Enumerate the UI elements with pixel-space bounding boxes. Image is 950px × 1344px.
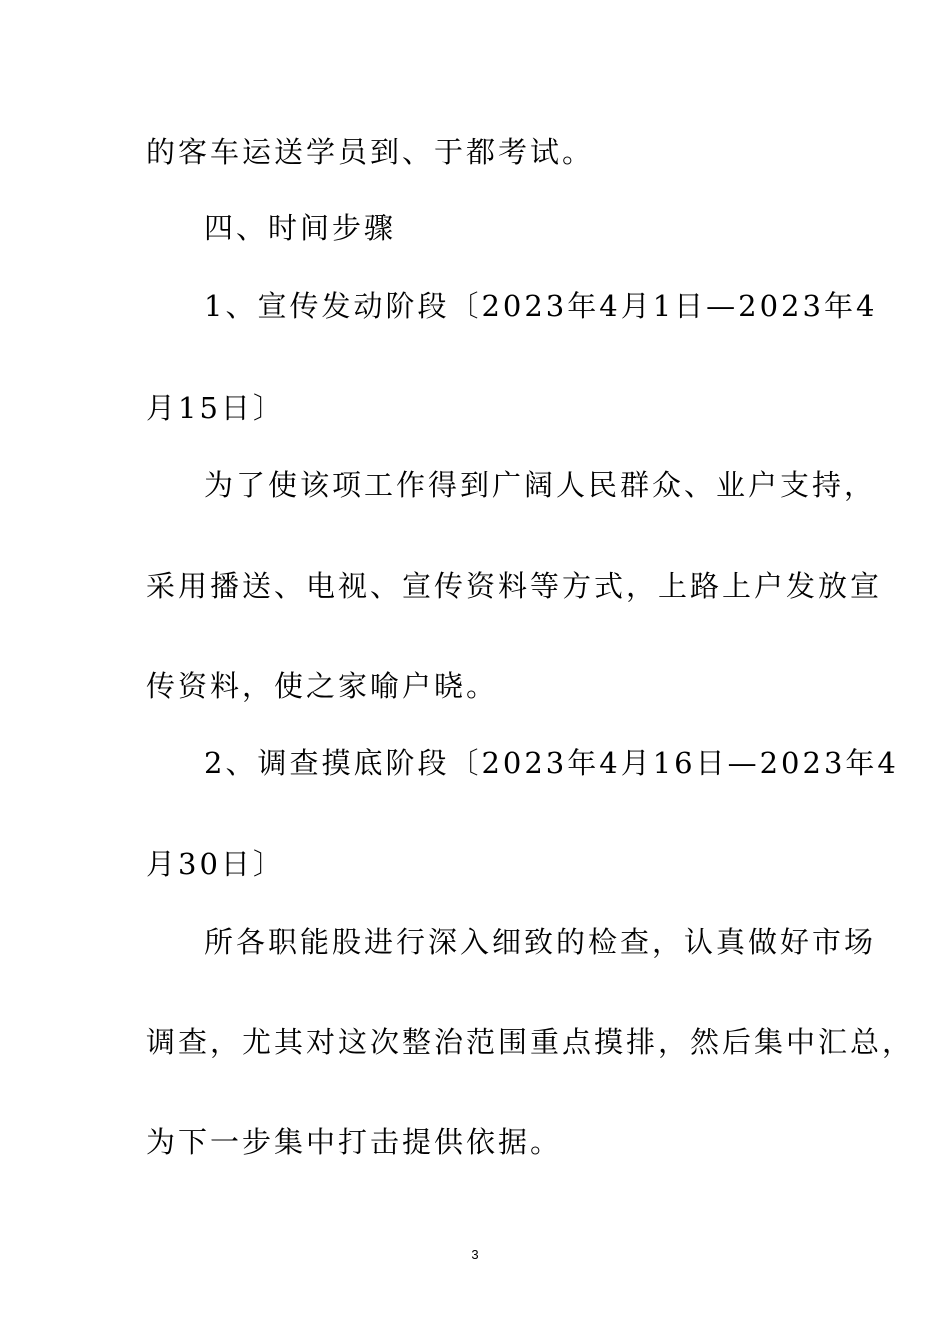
stage-1-heading-continuation: 月15日〕: [146, 391, 285, 425]
paragraph-line: 为了使该项工作得到广阔人民群众、业户支持，: [204, 468, 877, 502]
stage-2-heading-continuation: 月30日〕: [146, 847, 285, 881]
text-line-continuation: 的客车运送学员到、于都考试。: [146, 135, 595, 169]
page-number: 3: [471, 1247, 479, 1262]
paragraph-line: 调查，尤其对这次整治范围重点摸排，然后集中汇总，: [146, 1025, 915, 1059]
stage-1-heading: 1、宣传发动阶段〔2023年4月1日—2023年4: [204, 289, 878, 323]
paragraph-line: 传资料，使之家喻户晓。: [146, 669, 499, 703]
section-heading-time-steps: 四、时间步骤: [204, 211, 397, 245]
stage-2-heading: 2、调查摸底阶段〔2023年4月16日—2023年4: [204, 746, 899, 780]
paragraph-line: 所各职能股进行深入细致的检查，认真做好市场: [204, 925, 877, 959]
paragraph-line: 采用播送、电视、宣传资料等方式，上路上户发放宣: [146, 569, 883, 603]
paragraph-line: 为下一步集中打击提供依据。: [146, 1125, 563, 1159]
